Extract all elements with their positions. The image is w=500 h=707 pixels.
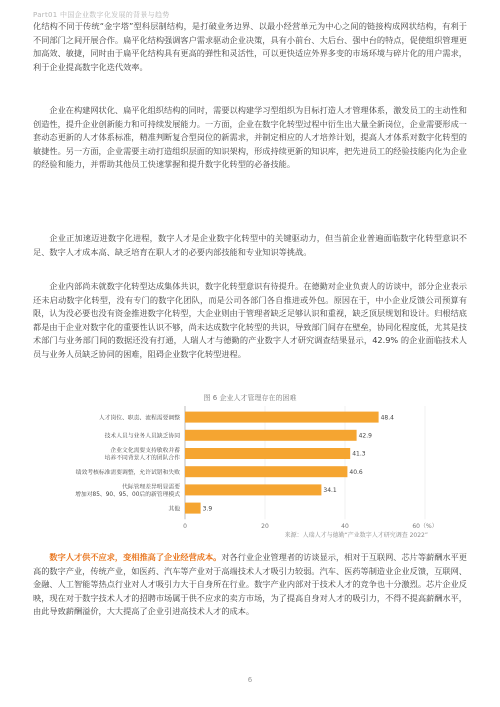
bar	[185, 503, 201, 514]
value-label: 48.4	[380, 414, 394, 422]
paragraph-4: 企业内部尚未就数字化转型达成集体共识，数字化转型意识有待提升。在德勤对企业负责人的访谈中，部分企业表示还未启动数字化转型，没有专门的数字化团队，而是公司各部门各自推进或外包。原因在于，中小企业反馈公司预算有限，认为没必要也没有资金推进数字化转型，大企业则由于管理者缺乏足够认识和重视，缺乏顶层规划和设计。归根结底都是由于企业对数字化的重要性认识不够，尚未达成数字化转型的共识，导致部门间存在壁垒，协同化程度低，尤其是技术部门与业务部门间的数据还没有打通，人瑞人才与德勤的产业数字人才研究调查结果显示，42.9% 的企业面临技术人员与业务人员缺乏协同的困难，阻碍企业数字化转型进程。	[33, 281, 467, 359]
chart-title: 图 6 企业人才管理存在的困难	[203, 394, 297, 402]
x-tick-label: 20	[261, 523, 269, 531]
value-label: 42.9	[358, 432, 372, 440]
value-label: 3.9	[202, 505, 213, 513]
category-label: 其他	[168, 506, 180, 513]
bar	[185, 412, 379, 423]
x-tick-label: 40	[341, 523, 349, 531]
category-label: 增加对85、90、95、00后的新管理模式	[75, 491, 180, 498]
x-tick-label: 0	[183, 523, 187, 531]
bar-chart	[30, 404, 470, 532]
paragraph-3: 企业正加速迈进数字化进程，数字人才是企业数字化转型中的关键驱动力，但当前企业普遍面临数字化转型意识不足、数字人才成本高、缺乏培育在职人才的必要内部技能和专业知识等挑战。	[33, 233, 467, 257]
category-label: 技术人员与业务人员缺乏协同	[104, 433, 180, 440]
chart-grid	[185, 406, 425, 519]
category-label: 人才岗位、职责、流程需要调整	[98, 415, 180, 422]
bar	[185, 466, 347, 477]
value-label: 41.3	[352, 450, 366, 458]
chart-source: 来源：人瑞人才与德勤“产业数字人才研究调查 2022”	[284, 532, 428, 539]
value-label: 40.6	[349, 468, 363, 476]
paragraph-1: 化结构不同于传统“金字塔”型科层制结构，是打破业务边界、以最小经营单元为中心之间的链接构成网状结构，有利于不同部门之间开展合作。扁平化结构强调客户需求驱动企业决策，具有小前台、大后台、强中台的特点，促使组织管理更加高效、敏捷，同时由于扁平化结构具有更高的弹性和灵活性，可以更快适应外界多变的市场环境与碎片化的用户需求，利于企业提高数字化迭代效率。	[33, 21, 467, 72]
value-labels	[203, 414, 395, 512]
bar	[185, 448, 350, 459]
bar	[185, 430, 357, 441]
paragraph-5	[33, 551, 467, 619]
paragraph-2: 企业在构建网状化、扁平化组织结构的同时，需要以构建学习型组织为目标打造人才管理体系，激发员工的主动性和创造性，提升企业创新能力和可持续发展能力。一方面，企业在数字化转型过程中衍生出大量全新岗位，企业需要形成一套动态更新的人才体系标准，精准判断复合型岗位的新需求，并制定相应的人才培养计划，提高人才体系对数字化转型的敏捷性。另一方面，企业需要主动打造组织层面的知识架构，形成持续更新的知识库，把先进员工的经验技能内化为企业的经验和能力，并帮助其他员工快速掌握和提升数字化转型的必备技能。	[33, 105, 467, 169]
value-label: 34.1	[323, 487, 337, 495]
chart-bars	[185, 412, 379, 514]
page-header: Part01 中国企业数字化发展的背景与趋势	[33, 11, 170, 19]
category-labels	[75, 413, 180, 512]
category-label: 企业文化需要支持敏收并蓄	[110, 447, 180, 454]
paragraph-5-text: 对各行业企业管理者的访谈显示，相对于互联网、芯片等薪酬水平更高的数字产业，传统产业，如医药、汽车等产业对于高端技术人才吸引力较弱。汽车、医药等制造业企业反馈，互联网、金融、人工智能等热点行业对人才吸引力大于自身所在行业。数字产业内部对于技术人才的竞争也十分激烈。芯片企业反映，现在对于数字技术人才的招聘市场属于供不应求的卖方市场，为了提高自身对人才的吸引力，不得不提高薪酬水平，由此导致薪酬溢价，大大提高了企业引进高技术人才的成本。	[33, 552, 467, 616]
category-label: 绩效考核标准需要调整，允许试错和失败	[75, 469, 180, 476]
page-number: 6	[247, 676, 253, 684]
x-tick-label: 60（%）	[412, 523, 438, 531]
highlight-sentence: 数字人才供不应求，变相推高了企业经营成本。	[49, 552, 222, 562]
category-label: 代际管理差异明显需要	[122, 484, 180, 491]
bar	[185, 484, 321, 495]
category-label: 培养不同背景人才的团队合作	[104, 455, 180, 462]
